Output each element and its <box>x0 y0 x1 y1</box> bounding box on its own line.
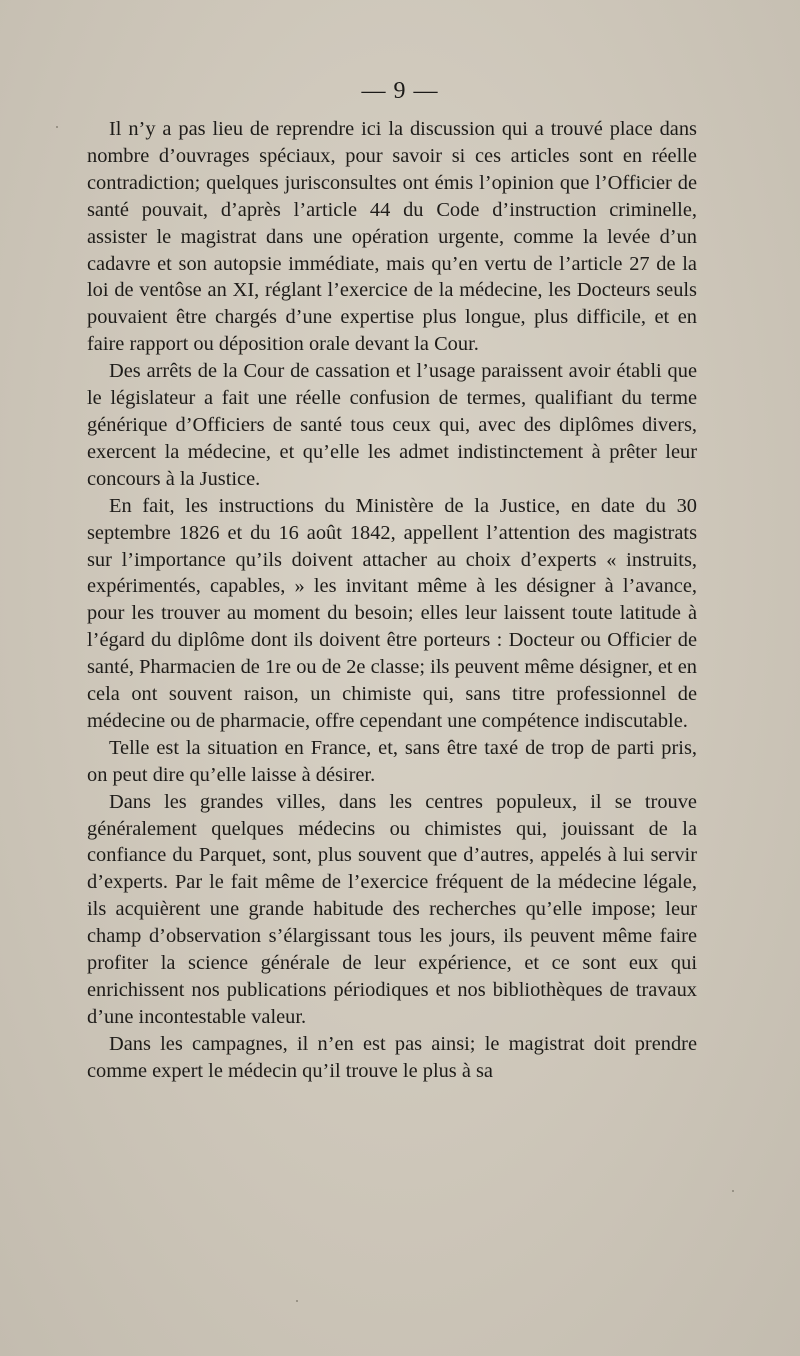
paragraph-2: Des arrêts de la Cour de cassation et l’usage paraissent avoir établi que le législateur a fait une réelle confusion de termes, qualifiant du terme générique d’Officiers de santé tous ceux qui, avec des diplômes divers, exercent la médecine, et qu’elle les admet indistinctement à prêter leur concours à la Justice. <box>87 360 697 490</box>
page-number: — 9 — <box>361 78 439 104</box>
paragraph-5: Dans les grandes villes, dans les centres populeux, il se trouve généralement quelques médecins ou chimistes qui, jouissant de la confiance du Parquet, sont, plus souvent que d’autres, appelés à lui servir d’experts. Par le fait même de l’exercice fréquent de la médecine légale, ils acquièrent une grande habitude des recherches qu’elle impose; leur champ d’observation s’élargissant tous les jours, ils peuvent même faire profiter la science générale de leur expérience, et ce sont eux qui enrichissent nos publications périodiques et nos bibliothèques de travaux d’une incontestable valeur. <box>87 790 697 1028</box>
paper-speck <box>296 1300 298 1302</box>
paper-speck <box>732 1190 734 1192</box>
body-text <box>87 116 697 1085</box>
paragraph-1: Il n’y a pas lieu de reprendre ici la discussion qui a trouvé place dans nombre d’ouvrages spéciaux, pour savoir si ces articles sont en réelle contradiction; quelques jurisconsultes ont émis l’opinion que l’Officier de santé pouvait, d’après l’article 44 du Code d’instruction criminelle, assister le magistrat dans une opération urgente, comme la levée d’un cadavre et son autopsie immédiate, mais qu’en vertu de l’article 27 de la loi de ventôse an XI, réglant l’exercice de la médecine, les Docteurs seuls pouvaient être chargés d’une expertise plus longue, plus difficile, et en faire rapport ou déposition orale devant la Cour. <box>87 118 697 356</box>
paragraph-3: En fait, les instructions du Ministère de la Justice, en date du 30 septembre 1826 et du 16 août 1842, appellent l’attention des magistrats sur l’importance qu’ils doivent attacher au choix d’experts « instruits, expérimentés, capables, » les invitant même à les désigner à l’avance, pour les trouver au moment du besoin; elles leur laissent toute latitude à l’égard du diplôme dont ils doivent être porteurs : Docteur ou Officier de santé, Pharmacien de 1re ou de 2e classe; ils peuvent même désigner, et en cela ont souvent raison, un chimiste qui, sans titre professionnel de médecine ou de pharmacie, offre cependant une compétence indiscutable. <box>87 494 697 732</box>
paragraph-4: Telle est la situation en France, et, sans être taxé de trop de parti pris, on peut dire qu’elle laisse à désirer. <box>87 736 697 786</box>
paragraph-6: Dans les campagnes, il n’en est pas ainsi; le magistrat doit prendre comme expert le médecin qu’il trouve le plus à sa <box>87 1032 697 1082</box>
paper-speck <box>56 126 58 128</box>
